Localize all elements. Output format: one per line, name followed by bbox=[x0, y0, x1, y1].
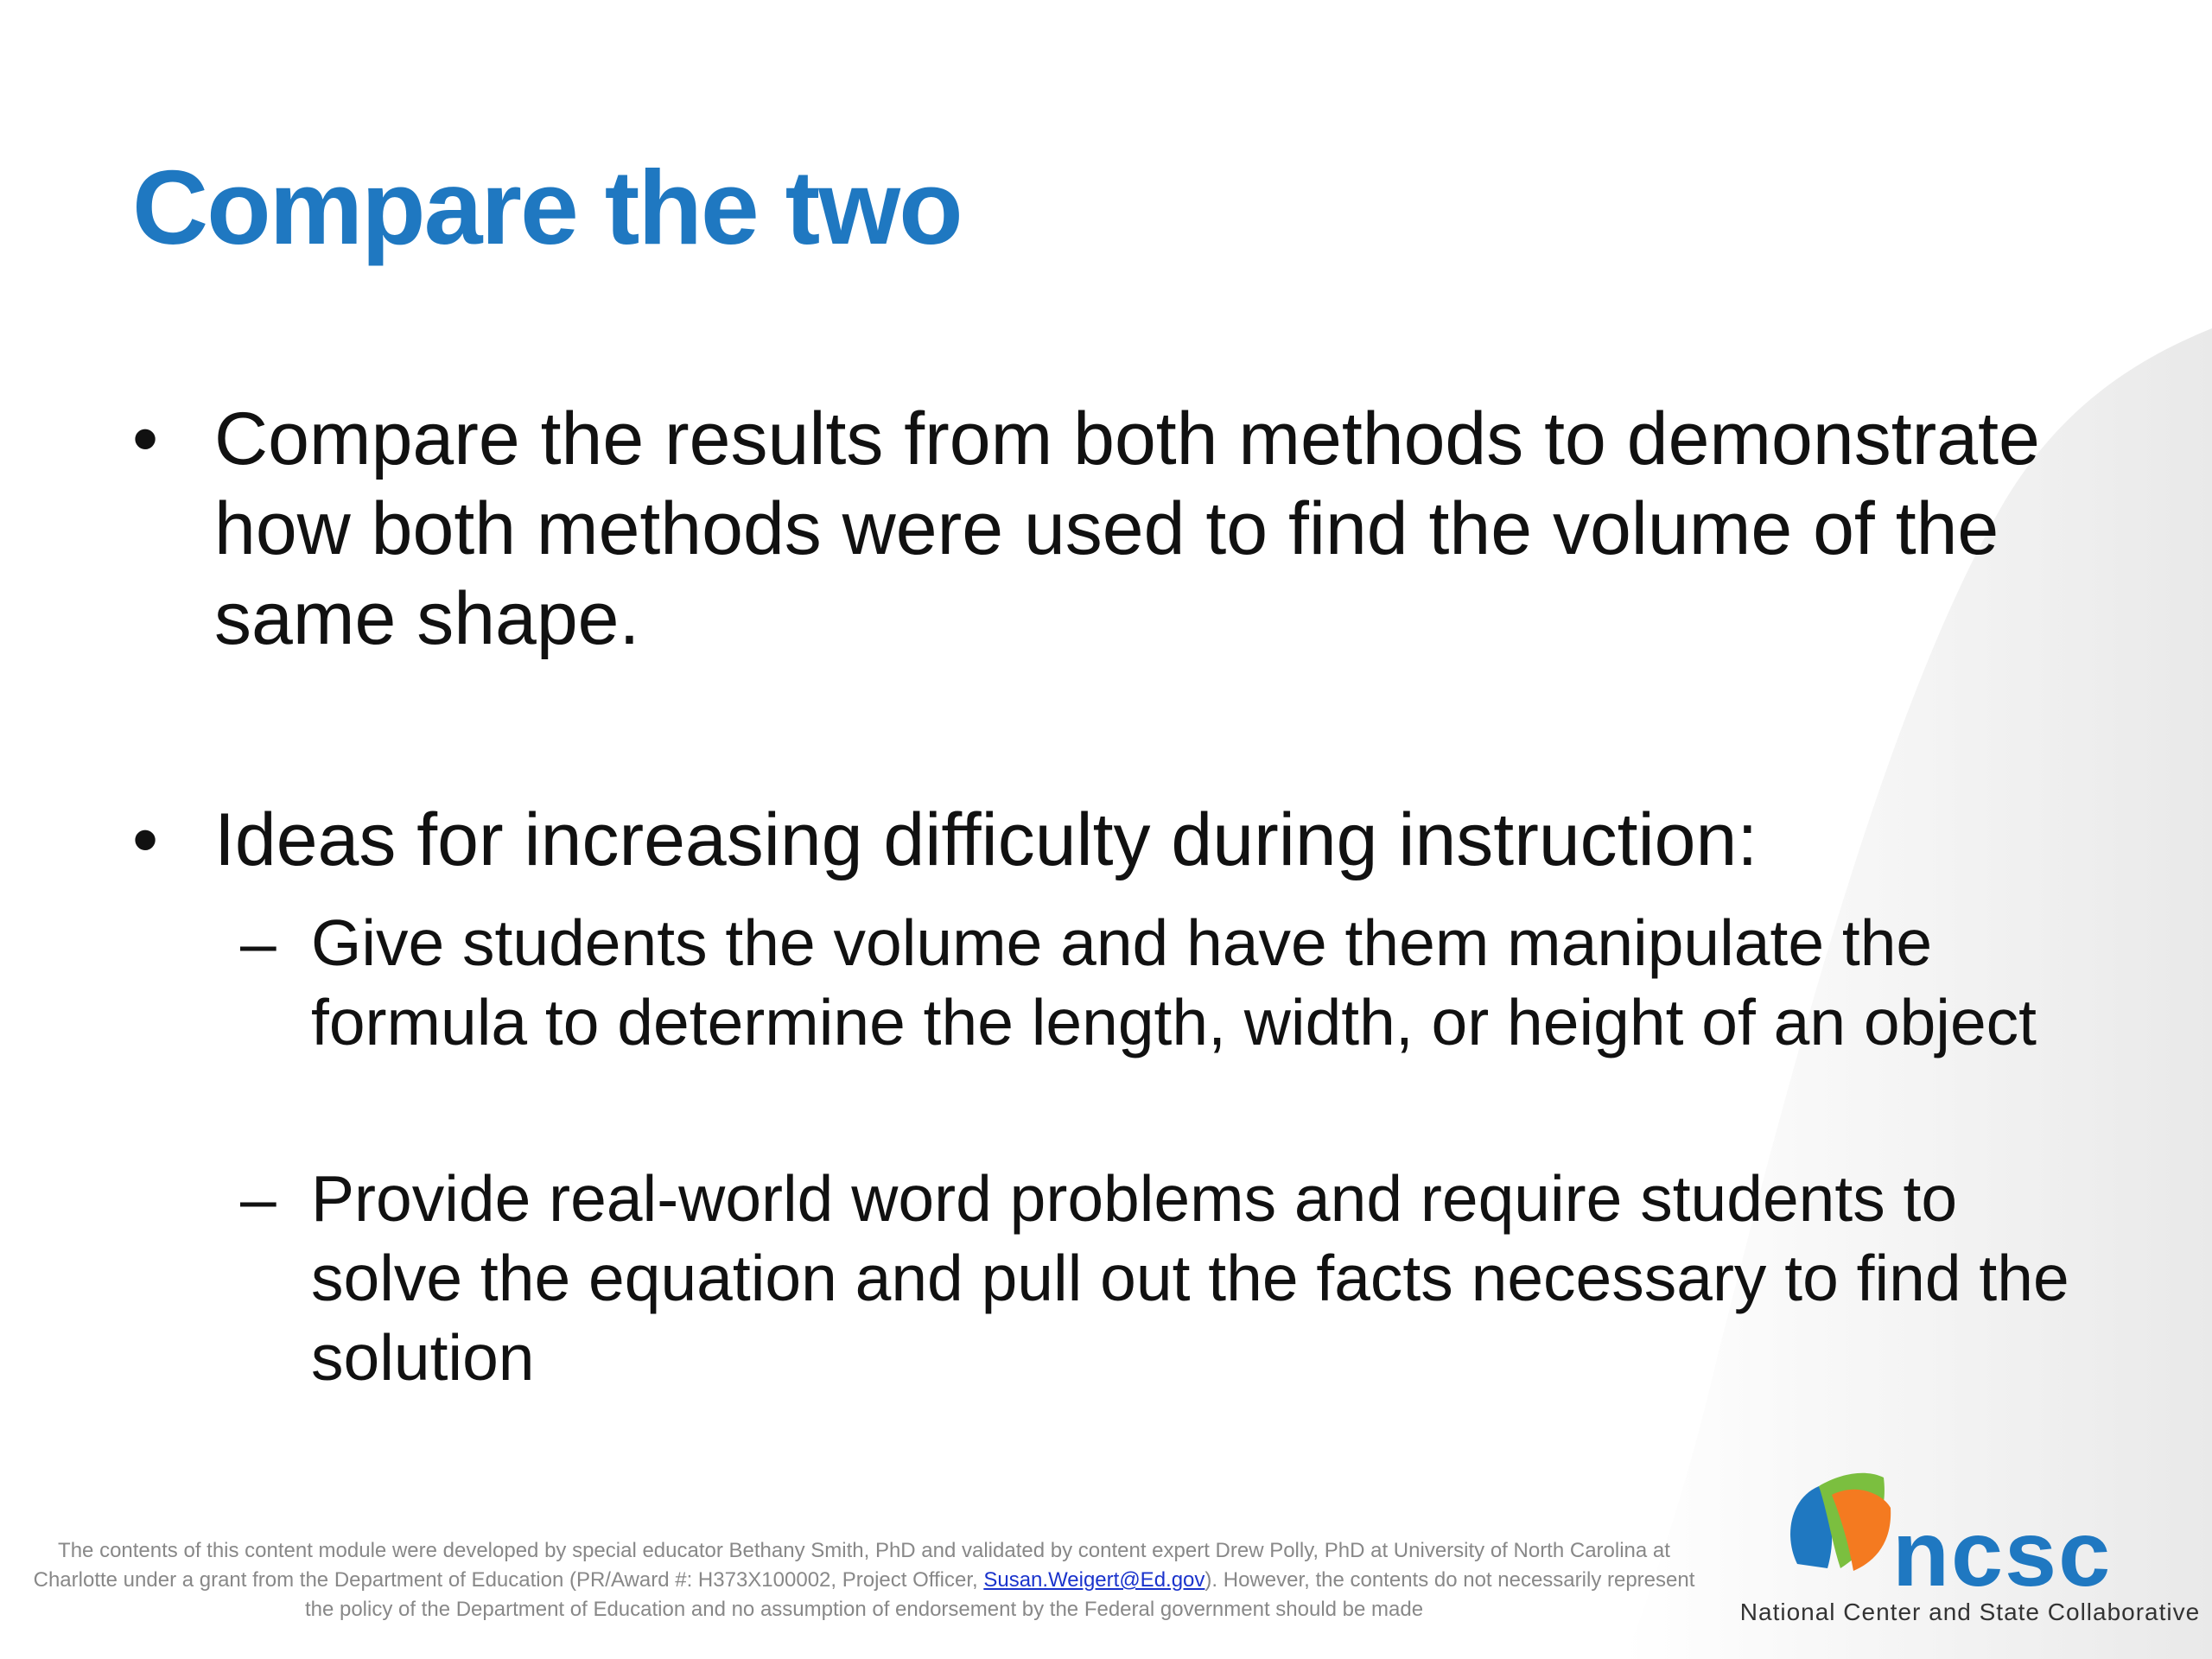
logo-tagline: National Center and State Collaborative bbox=[1739, 1599, 2201, 1625]
project-officer-email-link[interactable]: Susan.Weigert@Ed.gov bbox=[983, 1568, 1205, 1592]
bullet-marker: • bbox=[132, 397, 159, 480]
footer-text-before: The contents of this content module were developed by special educator Bethany Smith, PhD and validated by content expert Drew Polly, PhD at University of North Carolina at Charlotte under a grant from the Department of Education (PR/Award #: H373X100002, Project Officer, bbox=[33, 1539, 1670, 1592]
slide-title: Compare the two bbox=[132, 149, 962, 266]
sub-bullet-text: Give students the volume and have them manipulate the formula to determine the length, width, or height of an object bbox=[311, 906, 2037, 1058]
bullet-text: Ideas for increasing difficulty during instruction: bbox=[214, 798, 1758, 881]
footer-disclaimer bbox=[17, 1536, 1711, 1624]
bullet-marker: • bbox=[132, 798, 159, 881]
ncsc-leaf-icon bbox=[1780, 1460, 1901, 1581]
sub-bullet-marker: – bbox=[240, 1162, 276, 1235]
logo-wordmark: ncsc bbox=[1892, 1501, 2113, 1605]
ncsc-logo bbox=[1739, 1460, 2201, 1633]
sub-bullet-marker: – bbox=[240, 906, 276, 979]
footer-text-after: ). However, the contents do not necessarily represent the policy of the Department of Education and no assumption of endorsement by the Federal government should be made bbox=[304, 1568, 1695, 1621]
bullet-text: Compare the results from both methods to demonstrate how both methods were used to find the volume of the same shape. bbox=[214, 397, 2040, 660]
sub-bullet-text: Provide real-world word problems and require students to solve the equation and pull out the facts necessary to find the solution bbox=[311, 1162, 2069, 1394]
